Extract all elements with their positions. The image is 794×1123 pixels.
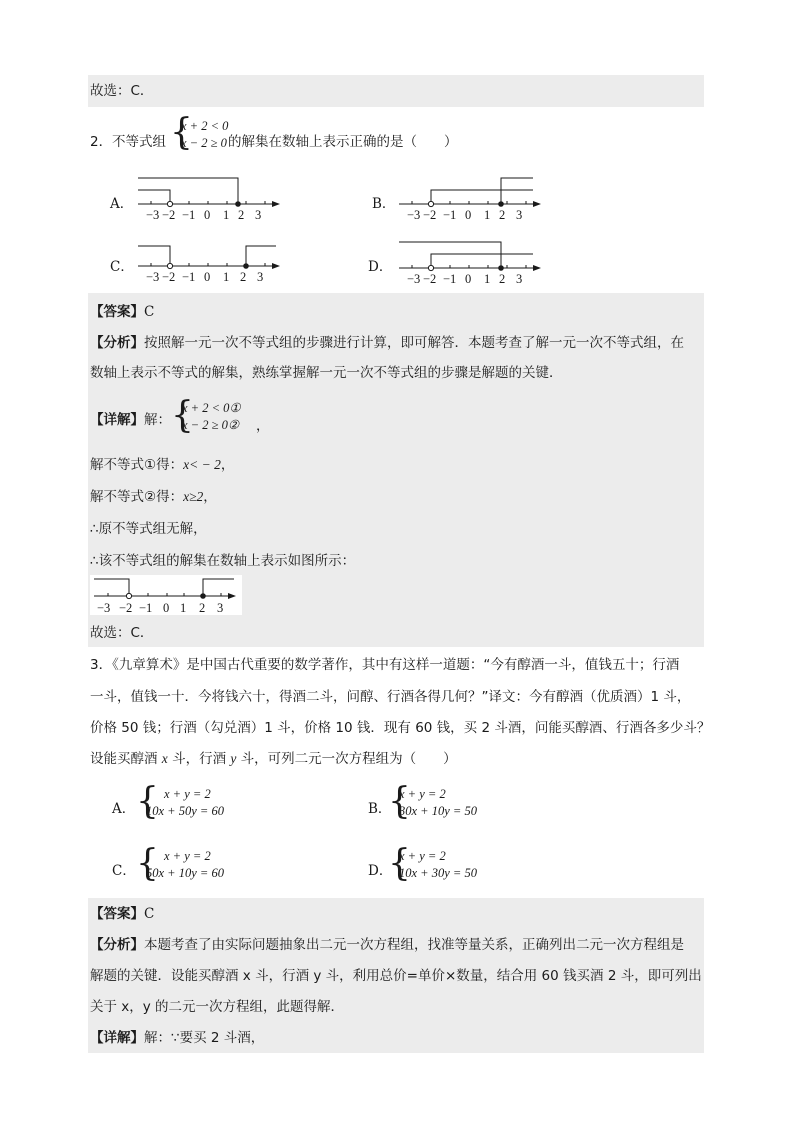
q2-analysis-line1: 【分析】按照解一元一次不等式组的步骤进行计算，即可解答．本题考查了解一元一次不等式组，在	[90, 335, 684, 351]
q2-detail-prefix: 【详解】解：	[90, 412, 171, 428]
q2-option-b-label: B．	[372, 196, 396, 212]
tick-label: 0	[204, 270, 211, 284]
q3-option-b-system: x + y = 2 30x + 10y = 50	[399, 787, 477, 818]
q2-system-line2: x − 2 ≥ 0	[181, 136, 227, 150]
closed-point	[235, 201, 241, 207]
tick-label: −2	[423, 208, 437, 222]
tick-label: −1	[182, 270, 196, 284]
tick-label: −2	[423, 272, 437, 286]
detail-system-line2: x − 2 ≥ 0②	[182, 418, 240, 432]
tick-label: −1	[139, 601, 153, 615]
region-right-of-2	[501, 178, 533, 204]
q3-detail: 【详解】解：∵要买 2 斗酒，	[90, 1030, 265, 1046]
tick-label: 1	[484, 272, 491, 286]
tick-label: 2	[499, 208, 506, 222]
q2-option-b-numberline	[395, 172, 555, 222]
q3-analysis-line1: 【分析】本题考查了由实际问题抽象出二元一次方程组，找准等量关系，正确列出二元一次方程组是	[90, 937, 684, 953]
q2-option-a-numberline	[134, 172, 294, 222]
answer-label: 【答案】	[90, 304, 144, 320]
q3-line2: 一斗，值钱一十．今将钱六十，得酒二斗，问醇、行酒各得几何？”译文：今有醇酒（优质酒）1 斗，	[90, 689, 691, 705]
tick-label: 0	[465, 208, 472, 222]
q2-step2: 解不等式②得：x≥2，	[90, 489, 217, 505]
q3-option-a-brace: {	[136, 781, 159, 822]
tick-label: 3	[257, 270, 264, 284]
q2-step1: 解不等式①得：x< − 2，	[90, 457, 235, 473]
tick-label: 3	[217, 601, 224, 615]
q3-line3: 价格 50 钱；行酒（勾兑酒）1 斗，价格 10 钱．现有 60 钱，买 2 斗酒，问能买醇酒、行酒各多少斗？	[90, 720, 711, 736]
tick-label: 2	[240, 270, 247, 284]
detail-system-line1: x + 2 < 0①	[182, 401, 241, 415]
tick-label: −2	[162, 208, 176, 222]
q2-option-c-label: C．	[110, 259, 134, 275]
tick-label: −3	[407, 208, 421, 222]
q2-system	[181, 118, 228, 152]
q3-option-c-brace: {	[136, 843, 159, 884]
q2-analysis-line2: 数轴上表示不等式的解集，熟练掌握解一元一次不等式组的步骤是解题的关键．	[90, 365, 563, 381]
tick-label: 3	[255, 208, 262, 222]
tick-label: −3	[146, 270, 160, 284]
q2-final: 故选：C．	[90, 625, 154, 641]
answer-value: C	[144, 304, 155, 320]
detail-label: 【详解】	[90, 1030, 144, 1046]
tick-label: 2	[238, 208, 245, 222]
q3-line4: 设能买醇酒 x 斗，行酒 y 斗，可列二元一次方程组为（ ）	[90, 751, 457, 767]
q3-analysis-line3: 关于 x，y 的二元一次方程组，此题得解．	[90, 999, 345, 1015]
answer-label: 【答案】	[90, 906, 144, 922]
q2-detail-suffix: ，	[256, 418, 270, 434]
region-right	[138, 178, 238, 204]
tick-label: 0	[204, 208, 211, 222]
q3-option-d-label: D．	[368, 863, 393, 879]
tick-label: 0	[465, 272, 472, 286]
tick-label: 2	[499, 272, 506, 286]
q3-analysis-line2: 解题的关键．设能买醇酒 x 斗，行酒 y 斗，利用总价=单价×数量，结合用 60 钱买酒 2 斗，即可列出	[90, 968, 702, 984]
tick-label: 3	[516, 272, 523, 286]
tick-label: 0	[163, 601, 170, 615]
tick-label: −3	[407, 272, 421, 286]
q2-step4: ∴该不等式组的解集在数轴上表示如图所示：	[90, 553, 356, 569]
q3-option-d-brace: {	[388, 843, 411, 884]
q3-option-c-label: C．	[112, 863, 136, 879]
tick-label: 1	[223, 270, 230, 284]
q3-option-a-label: A．	[112, 801, 136, 817]
q3-option-a-system: x + y = 2 10x + 50y = 60	[146, 787, 224, 818]
q3-line1: 3．《九章算术》是中国古代重要的数学著作，其中有这样一道题：“今有醇酒一斗，值钱五十；行酒	[90, 657, 680, 673]
axis-arrow	[272, 201, 280, 207]
analysis-label: 【分析】	[90, 335, 144, 351]
open-point	[167, 201, 172, 206]
q2-detail-brace: {	[171, 395, 194, 436]
region-left	[138, 190, 170, 204]
q2-step3: ∴原不等式组无解，	[90, 521, 207, 537]
tick-label: 1	[180, 601, 187, 615]
tick-label: 1	[484, 208, 491, 222]
q2-number: 2．	[90, 134, 113, 150]
top-answer-text: 故选：C．	[90, 83, 154, 99]
q3-option-d-system: x + y = 2 10x + 30y = 50	[399, 849, 477, 880]
q2-solution-numberline	[92, 572, 252, 618]
detail-label: 【详解】	[90, 412, 144, 428]
q2-option-a-label: A．	[110, 196, 134, 212]
q2-option-d-label: D．	[368, 259, 393, 275]
q2-stem-prefix: 不等式组	[112, 134, 166, 150]
tick-label: 3	[516, 208, 523, 222]
q2-answer	[90, 302, 154, 322]
q2-detail-system	[182, 400, 241, 434]
q2-option-d-numberline	[395, 236, 555, 286]
q2-option-c-numberline	[134, 234, 294, 284]
q2-stem-suffix: 的解集在数轴上表示正确的是（ ）	[228, 134, 458, 150]
q3-answer	[90, 904, 154, 924]
analysis-label: 【分析】	[90, 937, 144, 953]
q3-option-b-brace: {	[388, 781, 411, 822]
tick-label: −1	[182, 208, 196, 222]
top-answer-band	[88, 75, 704, 107]
tick-label: 2	[199, 601, 206, 615]
tick-label: −3	[146, 208, 160, 222]
tick-label: −2	[162, 270, 176, 284]
answer-value: C	[144, 906, 155, 922]
region-right-of-minus2	[431, 190, 533, 204]
tick-label: 1	[223, 208, 230, 222]
tick-label: −3	[97, 601, 111, 615]
tick-label: −1	[443, 208, 457, 222]
q2-system-line1: x + 2 < 0	[181, 119, 229, 133]
q2-brace: {	[170, 112, 193, 153]
q3-option-c-system: x + y = 2 50x + 10y = 60	[146, 849, 224, 880]
tick-label: −1	[443, 272, 457, 286]
q3-option-b-label: B．	[368, 801, 392, 817]
tick-label: −2	[119, 601, 133, 615]
